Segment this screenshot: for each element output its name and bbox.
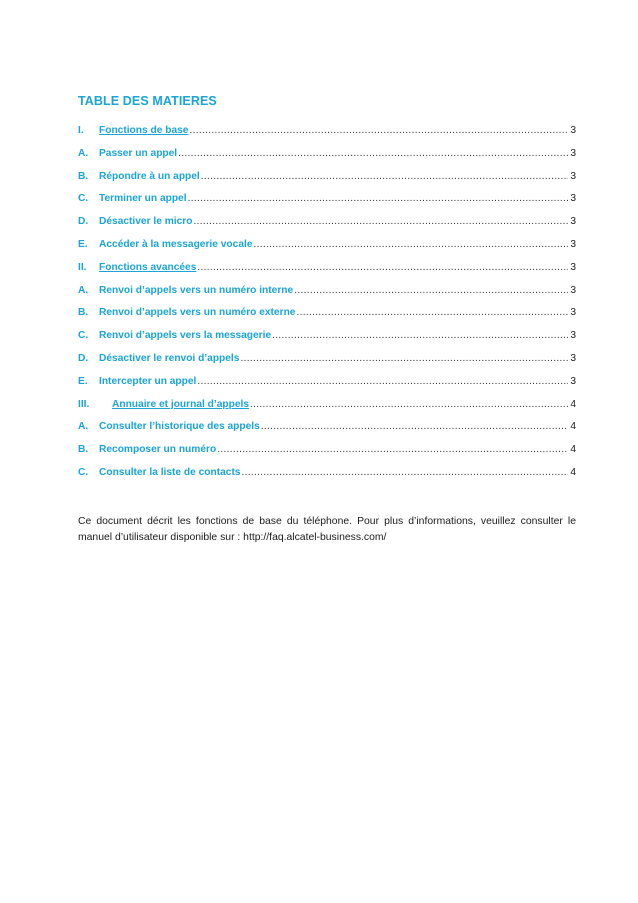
toc-entry-page: 3 [570, 125, 576, 136]
toc-entry[interactable] [78, 443, 576, 466]
toc-dot-leader [178, 147, 568, 161]
toc-entry[interactable] [78, 192, 576, 215]
toc-entry-page: 4 [570, 466, 576, 478]
toc-entry-link[interactable]: Renvoi d’appels vers un numéro interne [99, 284, 294, 296]
toc-entry-page: 3 [570, 330, 576, 342]
toc-dot-leader [188, 192, 569, 206]
toc-dot-leader [189, 124, 568, 138]
toc-entry-number: A. [78, 147, 89, 159]
toc-entry-link[interactable]: Renvoi d’appels vers la messagerie [99, 330, 272, 342]
toc-entry-page: 3 [570, 216, 576, 228]
toc-entry-number: B. [78, 307, 89, 319]
toc-entry-link[interactable]: Consulter l’historique des appels [99, 421, 260, 433]
toc-entry-number: B. [78, 444, 89, 456]
toc-entry[interactable] [78, 215, 576, 238]
toc-entry[interactable] [78, 147, 576, 170]
toc-entry[interactable] [78, 238, 576, 261]
toc-entry-page: 4 [570, 421, 576, 433]
toc-entry-link[interactable]: Annuaire et journal d’appels [112, 398, 249, 410]
toc-entry-number: B. [78, 170, 89, 182]
toc-entry-page: 3 [570, 284, 576, 296]
toc-entry-link[interactable]: Accéder à la messagerie vocale [99, 238, 253, 250]
toc-entry-link[interactable]: Recomposer un numéro [99, 444, 217, 456]
toc-dot-leader [296, 306, 568, 320]
toc-dot-leader [242, 466, 569, 480]
toc-entry-link[interactable]: Renvoi d’appels vers un numéro externe [99, 307, 296, 319]
toc-entry-page: 4 [570, 444, 576, 456]
toc-entry-number: E. [78, 238, 88, 250]
toc-entry-number: D. [78, 216, 89, 228]
toc-entry-page: 3 [570, 193, 576, 205]
toc-entry-link[interactable]: Fonctions de base [99, 125, 189, 136]
toc-entry[interactable] [78, 261, 576, 284]
toc-entry-number: C. [78, 193, 89, 205]
toc-entry-link[interactable]: Consulter la liste de contacts [99, 466, 241, 478]
toc-entry[interactable] [78, 398, 576, 421]
toc-entry-number: III. [78, 398, 90, 410]
toc-dot-leader [197, 375, 568, 389]
toc-entry-link[interactable]: Passer un appel [99, 147, 178, 159]
toc-entry-number: C. [78, 466, 89, 478]
toc-entry[interactable] [78, 352, 576, 375]
toc-dot-leader [240, 352, 568, 366]
intro-paragraph: Ce document décrit les fonctions de base du téléphone. Pour plus d’informations, veuillez consulter le manuel d’utilisateur disponible sur : http://faq.alcatel-business.com/ [78, 516, 576, 544]
toc-entry-number: I. [78, 125, 84, 136]
toc-entry[interactable] [78, 329, 576, 352]
toc-dot-leader [217, 443, 568, 457]
toc-entry-page: 3 [570, 307, 576, 319]
toc-entry-page: 3 [570, 375, 576, 387]
toc-entry-page: 3 [570, 147, 576, 159]
toc-dot-leader [272, 329, 568, 343]
toc-dot-leader [250, 398, 568, 412]
toc-entry-link[interactable]: Désactiver le micro [99, 216, 193, 228]
toc-entry[interactable] [78, 170, 576, 193]
toc-dot-leader [261, 420, 569, 434]
toc-dot-leader [253, 238, 568, 252]
toc-entry[interactable] [78, 284, 576, 307]
toc-entry-link[interactable]: Intercepter un appel [99, 375, 197, 387]
toc-entry-number: II. [78, 261, 87, 273]
toc-entry-link[interactable]: Fonctions avancées [99, 261, 197, 273]
toc-entry[interactable] [78, 124, 576, 147]
toc-dot-leader [294, 284, 568, 298]
table-of-contents [78, 124, 576, 489]
toc-dot-leader [201, 170, 569, 184]
toc-entry-link[interactable]: Terminer un appel [99, 193, 187, 205]
toc-entry-page: 4 [570, 398, 576, 410]
toc-entry-page: 3 [570, 261, 576, 273]
toc-entry-number: D. [78, 352, 89, 364]
toc-dot-leader [197, 261, 568, 275]
toc-dot-leader [193, 215, 568, 229]
toc-entry-number: A. [78, 284, 89, 296]
toc-entry-page: 3 [570, 170, 576, 182]
toc-entry[interactable] [78, 306, 576, 329]
toc-title: TABLE DES MATIERES [78, 94, 217, 108]
toc-entry[interactable] [78, 466, 576, 489]
toc-entry-link[interactable]: Répondre à un appel [99, 170, 200, 182]
toc-entry-link[interactable]: Désactiver le renvoi d’appels [99, 352, 240, 364]
toc-entry-page: 3 [570, 238, 576, 250]
toc-entry-number: A. [78, 421, 89, 433]
toc-entry[interactable] [78, 420, 576, 443]
toc-entry-number: E. [78, 375, 88, 387]
toc-entry-number: C. [78, 330, 89, 342]
toc-entry-page: 3 [570, 352, 576, 364]
toc-entry[interactable] [78, 375, 576, 398]
